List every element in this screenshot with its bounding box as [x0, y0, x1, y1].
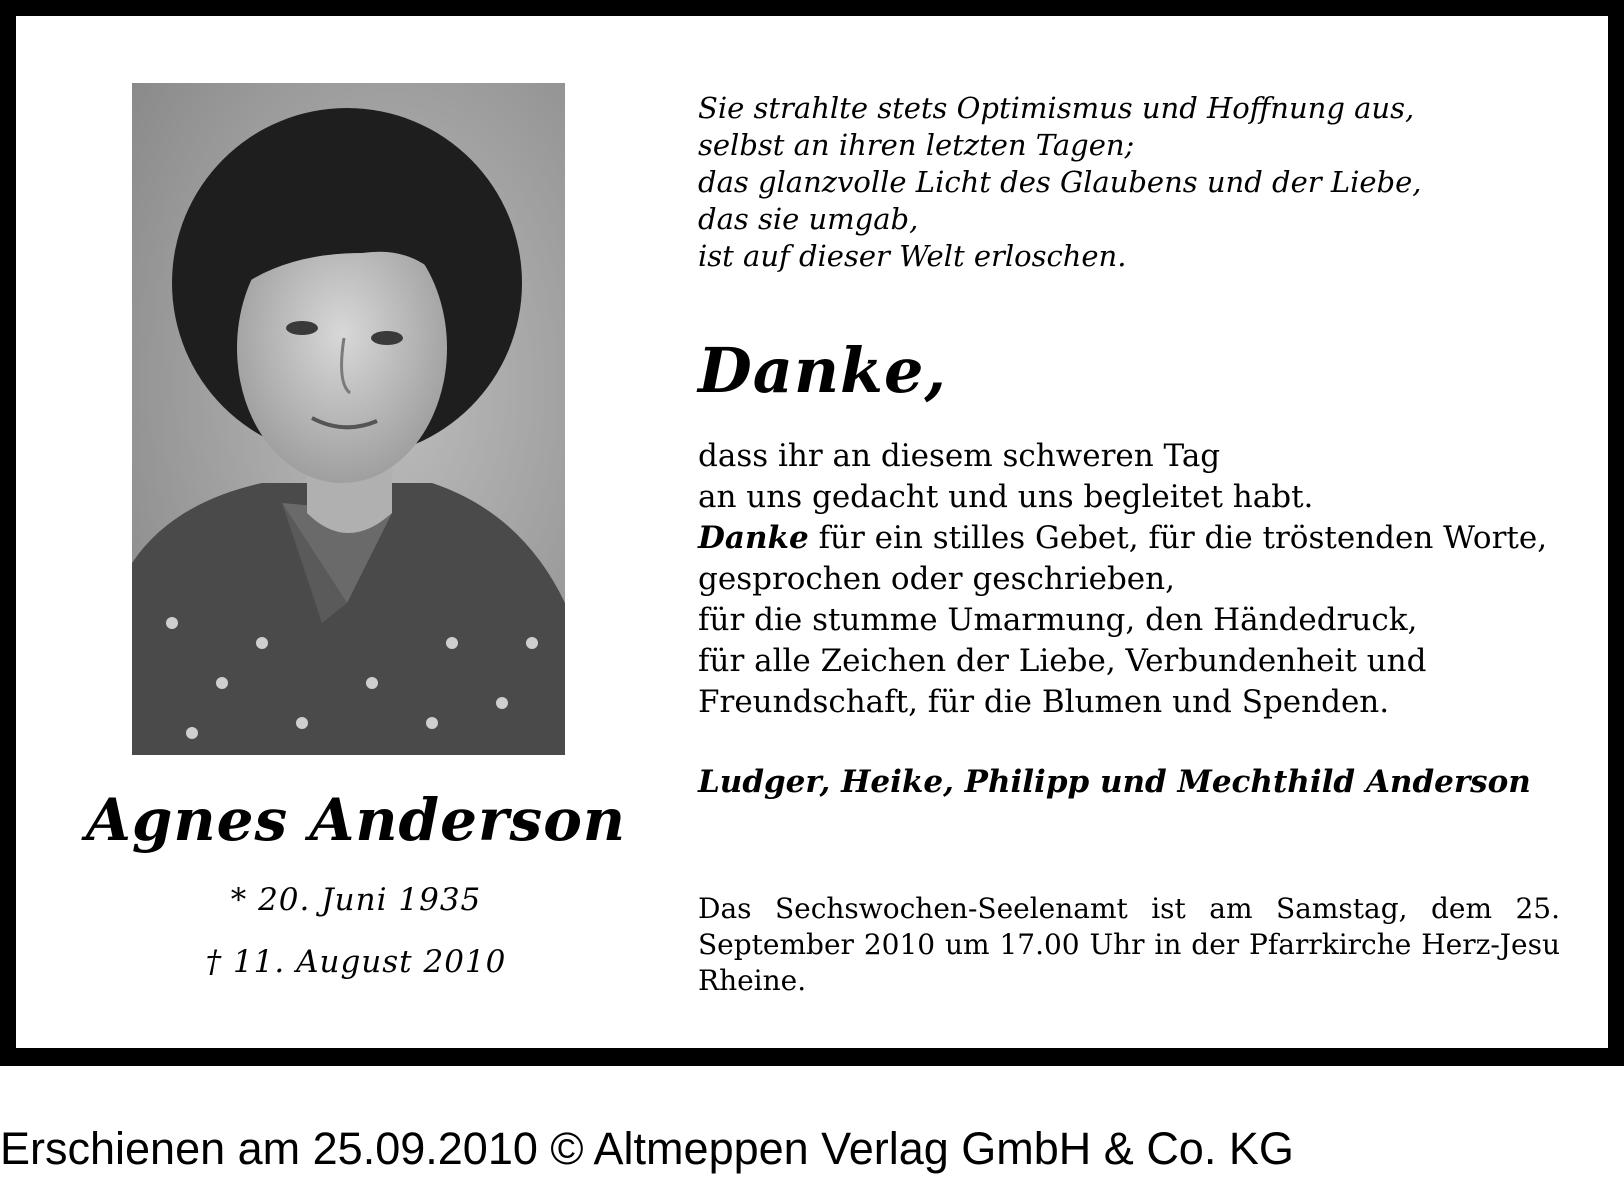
poem-line: selbst an ihren letzten Tagen; [698, 128, 1135, 162]
poem-line: ist auf dieser Welt erloschen. [698, 239, 1127, 273]
deceased-name: Agnes Anderson [85, 786, 627, 854]
thanks-line: für alle Zeichen der Liebe, Verbundenheit und [698, 643, 1427, 679]
service-notice: Das Sechswochen-Seelenamt ist am Samstag, dem 25. September 2010 um 17.00 Uhr in der Pfarrkirche Herz-Jesu Rheine. [698, 892, 1560, 997]
thanks-title: Danke, [698, 334, 948, 407]
obituary-card [16, 16, 1608, 1048]
death-date: † 11. August 2010 [205, 944, 507, 980]
thanks-line-rest: für ein stilles Gebet, für die tröstenden Worte, [808, 520, 1548, 556]
thanks-line [698, 518, 1578, 559]
thanks-line: dass ihr an diesem schweren Tag [698, 438, 1221, 474]
thanks-line: an uns gedacht und uns begleitet habt. [698, 479, 1314, 515]
poem-line: Sie strahlte stets Optimismus und Hoffnung aus, [698, 91, 1415, 125]
thanks-line: gesprochen oder geschrieben, [698, 561, 1175, 597]
poem-line: das glanzvolle Licht des Glaubens und der Liebe, [698, 165, 1422, 199]
thanks-line: für die stumme Umarmung, den Händedruck, [698, 602, 1418, 638]
birth-date: * 20. Juni 1935 [230, 882, 482, 918]
publication-footer: Erschienen am 25.09.2010 © Altmeppen Verlag GmbH & Co. KG [0, 1123, 1294, 1174]
thanks-emphasis: Danke [698, 520, 809, 556]
thanks-line: Freundschaft, für die Blumen und Spenden. [698, 684, 1390, 720]
thanks-text [698, 436, 1578, 723]
poem [698, 90, 1558, 275]
portrait-photo [132, 83, 565, 755]
family-signature: Ludger, Heike, Philipp und Mechthild Anderson [698, 764, 1531, 800]
poem-line: das sie umgab, [698, 202, 919, 236]
